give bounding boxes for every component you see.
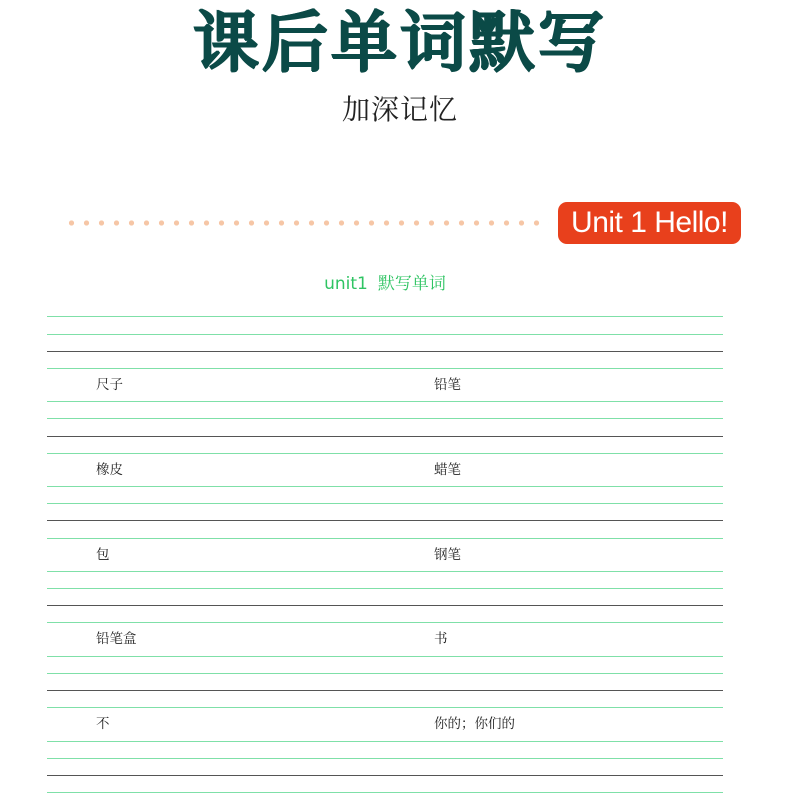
writing-guide-line [47, 503, 723, 504]
writing-guide-line [47, 401, 723, 402]
word-prompt: 不 [96, 716, 110, 732]
unit-badge: Unit 1 Hello! [558, 202, 741, 244]
writing-base-line [47, 351, 723, 352]
writing-base-line [47, 690, 723, 691]
writing-base-line [47, 436, 723, 437]
word-prompt: 包 [96, 547, 110, 563]
writing-guide-line [47, 453, 723, 454]
dotted-divider [64, 219, 549, 227]
writing-guide-line [47, 486, 723, 487]
word-prompt: 蜡笔 [434, 462, 461, 478]
writing-guide-line [47, 792, 723, 793]
word-prompt: 书 [434, 631, 448, 647]
writing-base-line [47, 605, 723, 606]
word-prompt: 铅笔 [434, 377, 461, 393]
writing-guide-line [47, 418, 723, 419]
section-heading [0, 272, 770, 296]
writing-guide-line [47, 656, 723, 657]
writing-guide-line [47, 316, 723, 317]
writing-guide-line [47, 707, 723, 708]
writing-guide-line [47, 622, 723, 623]
section-title: 默写单词 [377, 274, 446, 294]
writing-guide-line [47, 538, 723, 539]
word-prompt: 橡皮 [96, 462, 123, 478]
page-title: 课后单词默写 [193, 4, 607, 81]
section-unit-label: unit1 [324, 274, 368, 294]
word-prompt: 你的；你们的 [434, 716, 515, 732]
writing-guide-line [47, 673, 723, 674]
word-prompt: 钢笔 [434, 547, 461, 563]
writing-guide-line [47, 758, 723, 759]
word-prompt: 铅笔盒 [96, 631, 137, 647]
writing-base-line [47, 775, 723, 776]
word-prompt: 尺子 [96, 377, 123, 393]
writing-guide-line [47, 368, 723, 369]
writing-guide-line [47, 571, 723, 572]
writing-guide-line [47, 588, 723, 589]
writing-guide-line [47, 741, 723, 742]
page-subtitle: 加深记忆 [341, 93, 458, 126]
writing-base-line [47, 520, 723, 521]
writing-guide-line [47, 334, 723, 335]
